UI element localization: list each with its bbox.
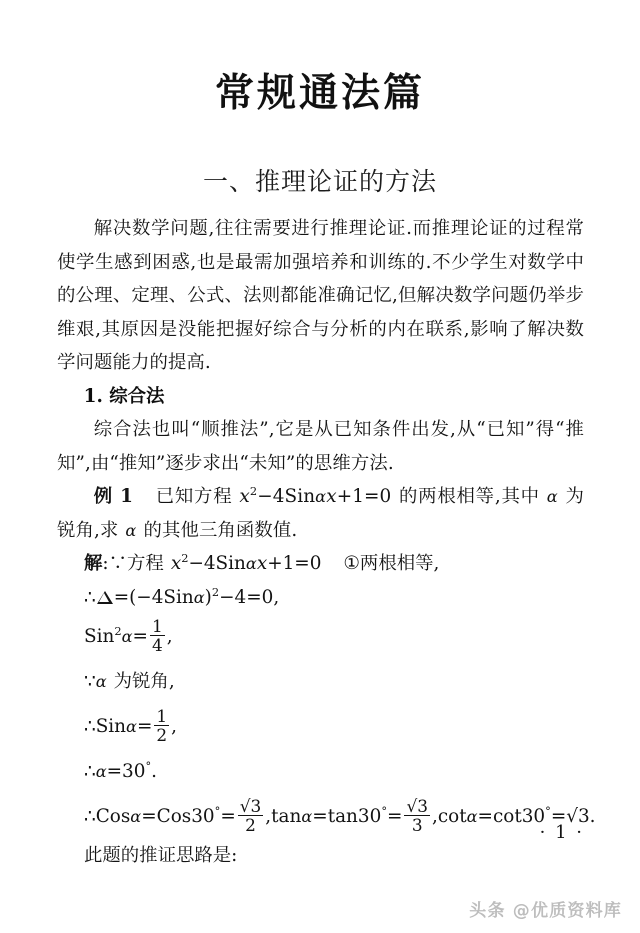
alpha-value-var: α [95,762,107,781]
closing-line: 此题的推证思路是: [84,845,238,866]
equation-marker-circled-one: ① [343,553,360,574]
solution-line3-end: , [166,626,173,647]
watermark: 头条 @优质资料库 [469,901,622,921]
solution-line-5 [57,704,584,749]
solution-line1-end: 两根相等, [359,553,440,574]
tan-equals-tan30: =tan30 [312,806,382,827]
page-title: 常规通法篇 [214,70,425,116]
example-statement [57,480,584,547]
solution-line-6 [57,749,584,794]
sin-equals: = [136,716,153,737]
comma-2: , [431,806,438,827]
example-label: 例 1 [93,486,134,507]
because-symbol-1: ∵ [108,553,128,574]
acute-angle-alpha: α [95,672,107,691]
example-eq-x: x [239,486,250,507]
delta-triangle-icon [97,591,113,604]
therefore-symbol-3: ∴ [84,761,96,782]
fraction-numerator: √3 [406,795,428,816]
discriminant-tail: −4=0, [219,586,280,608]
sin-squared-alpha: α [121,627,133,646]
cot-fn: cot [437,806,467,827]
cos-fn: Cos [95,806,131,827]
tan-alpha: α [301,807,313,826]
example-text-3: 为锐角,求 [57,486,584,541]
solution-label: 解 [84,553,103,574]
solution-eq-alpha: α [245,554,257,573]
discriminant-close: ) [204,586,212,608]
sin-alpha: α [126,717,137,736]
subsection-paragraph: 综合法也叫“顺推法”,它是从已知条件出发,从“已知”得“推知”,由“推知”逐步求出“未知”的思维方法. [57,419,584,474]
fraction-denominator: 3 [411,814,423,835]
solution-line-2 [57,581,584,615]
example-eq-var: x [326,486,337,507]
solution-colon: : [102,553,109,574]
because-symbol-2: ∵ [84,671,96,692]
example-alpha-1: α [546,487,558,506]
example-eq-minus: −4Sin [257,486,316,507]
page-number: · 1 · [539,822,584,843]
solution-eq-exponent: 2 [181,550,189,565]
example-text-2: 的两根相等,其中 [398,486,540,507]
example-alpha-2: α [125,520,137,540]
solution-text-1: 方程 [127,553,164,574]
fraction-numerator: √3 [239,795,262,816]
degree-symbol-1: ° [145,758,152,773]
example-eq-alpha: α [315,487,327,506]
solution-eq-x: x [170,553,182,574]
therefore-symbol-4: ∴ [84,806,96,827]
cos-alpha: α [130,807,142,826]
sin-squared-exponent: 2 [114,623,122,638]
fraction-one-fourth [150,617,165,655]
example-text-1: 已知方程 [155,486,233,507]
fraction-denominator: 2 [245,814,256,835]
subsection-heading: 1. 综合法 [83,385,165,407]
example-eq-exponent: 2 [249,483,258,498]
sin-squared-equals: = [132,626,148,647]
intro-paragraph: 解决数学问题,往往需要进行推理论证.而推理论证的过程常使学生感到困惑,也是最需加强培养和训练的.不少学生对数学中的公理、定理、公式、法则都能准确记忆,但解决数学问题仍举步维艰,其原因是没能把握好综合与分析的内在联系,影响了解决数学问题能力的提高. [57,218,584,373]
fraction-denominator: 4 [151,634,163,655]
example-text-4: 的其他三角函数值. [143,519,298,541]
discriminant-alpha: α [193,587,205,607]
solution-line7-end: . [589,806,596,827]
fraction-numerator: 1 [151,615,163,636]
discriminant-expression: =(−4Sin [113,586,194,608]
therefore-symbol-1: ∴ [84,586,96,608]
solution-line6-end: . [151,761,158,782]
page-content [57,212,596,873]
fraction-one-half [154,707,169,745]
cos-equals-cos30: =Cos30 [141,806,215,827]
fraction-numerator: 1 [156,705,168,726]
example-eq-tail: +1=0 [336,486,392,507]
tan-fn: tan [271,806,302,827]
cot-equals-cot30: =cot30 [477,806,546,827]
solution-eq-tail: +1=0 [267,553,322,574]
solution-line-3 [57,614,584,659]
alpha-value-eq: =30 [106,761,146,782]
fraction-denominator: 2 [156,724,168,745]
degree-symbol-4: ° [545,803,551,818]
solution-eq-var: x [256,553,268,574]
solution-line5-end: , [171,716,178,737]
sqrt-three: √3 [566,806,590,827]
degree-symbol-2: ° [214,803,221,818]
cot-alpha: α [466,807,478,826]
acute-angle-text: 为锐角, [113,671,175,692]
tan-equals-2: = [387,806,403,827]
solution-eq-mid: −4Sin [188,553,246,574]
comma-1: , [265,806,272,827]
cos-equals-2: = [220,806,236,827]
cot-equals-2: = [550,806,567,827]
sin-fn: Sin [95,716,127,737]
section-heading: 一、推理论证的方法 [202,167,437,196]
therefore-symbol-2: ∴ [84,716,96,737]
sin-squared-fn: Sin [84,626,115,647]
solution-line-1 [57,547,584,581]
solution-line-4 [57,659,584,704]
discriminant-exponent: 2 [211,584,220,599]
degree-symbol-3: ° [381,803,388,818]
